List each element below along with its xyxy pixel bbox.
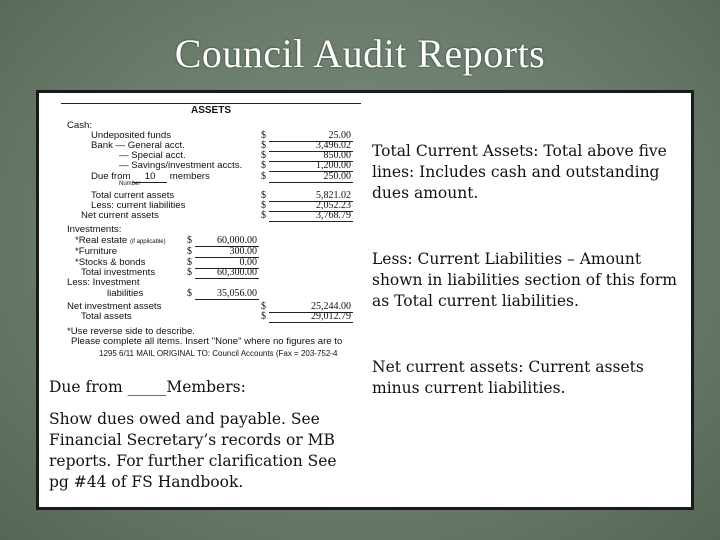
amount-savings: $ 1,200.00 [261, 160, 351, 171]
current-liabilities-explanation: Less: Current Liabilities – Amount shown in liabilities section of this form as Total current liabilities. [372, 250, 677, 310]
total-current-assets-explanation: Total Current Assets: Total above five lines: Includes cash and outstanding dues amount. [372, 142, 667, 202]
real-estate-label: *Real estate (if applicable) [75, 235, 166, 246]
amount-net-current: $ 3,768.79 [261, 210, 351, 221]
form-note-2: Please complete all items. Insert "None" where no figures are to [71, 336, 343, 347]
assets-form-scan [61, 99, 401, 367]
furniture-label: *Furniture [75, 246, 118, 257]
slide-title: Council Audit Reports [174, 31, 546, 76]
bank-general-label: Bank — General acct. [91, 140, 185, 151]
total-investments-label: Total investments [81, 267, 156, 278]
due-from-members-heading: Due from _____Members: [49, 378, 246, 396]
amount-real-estate: $ 60,000.00 [187, 235, 257, 246]
amount-less-current: $ 2,052.23 [261, 200, 351, 211]
amount-general: $ 3,496.02 [261, 140, 351, 151]
amount-total-investments: $ 60,300.00 [187, 267, 257, 278]
members-text: members [169, 171, 210, 182]
amount-total-current: $ 5,821.02 [261, 190, 351, 201]
dues-explanation: Show dues owed and payable. See Financial Secretary’s records or MB reports. For further clarification See pg #44 of FS Handbook. [49, 410, 337, 491]
amount-due: $ 250.00 [261, 171, 351, 182]
total-current-label: Total current assets [91, 190, 175, 201]
total-assets-label: Total assets [81, 311, 132, 322]
form-note-1: *Use reverse side to describe. [67, 326, 195, 337]
form-header: ASSETS [61, 103, 361, 116]
form-footer: 1295 6/11 MAIL ORIGINAL TO: Council Accounts (Fax = 203-752-4 [99, 349, 338, 358]
cash-label: Cash: [67, 120, 93, 131]
net-investment-label: Net investment assets [67, 301, 162, 312]
investments-label: Investments: [67, 224, 122, 235]
amount-total-assets: $ 29,012.79 [261, 311, 351, 322]
special-acct-label: — Special acct. [119, 150, 186, 161]
less-investment-label: Less: Investment [67, 277, 140, 288]
net-current-label: Net current assets [81, 210, 159, 221]
amount-undeposited: $ 25.00 [261, 130, 351, 141]
less-current-label: Less: current liabilities [91, 200, 186, 211]
content-panel [36, 90, 694, 510]
undeposited-label: Undeposited funds [91, 130, 172, 141]
due-count: 10 [133, 171, 167, 183]
number-caption: Number [119, 181, 141, 187]
stocks-label: *Stocks & bonds [75, 257, 146, 268]
due-from-text: Due from [91, 171, 131, 182]
due-from-label [91, 171, 210, 183]
amount-furniture: $ 300.00 [187, 246, 257, 257]
net-current-assets-explanation: Net current assets: Current assets minus current liabilities. [372, 358, 644, 397]
amount-investment-liabilities: $ 35,056.00 [187, 288, 257, 299]
amount-special: $ 850.00 [261, 150, 351, 161]
savings-acct-label: — Savings/investment accts. [119, 160, 243, 171]
amount-stocks: $ 0.00 [187, 257, 257, 268]
liabilities-label: liabilities [107, 288, 144, 299]
amount-net-investment: $ 25,244.00 [261, 301, 351, 312]
